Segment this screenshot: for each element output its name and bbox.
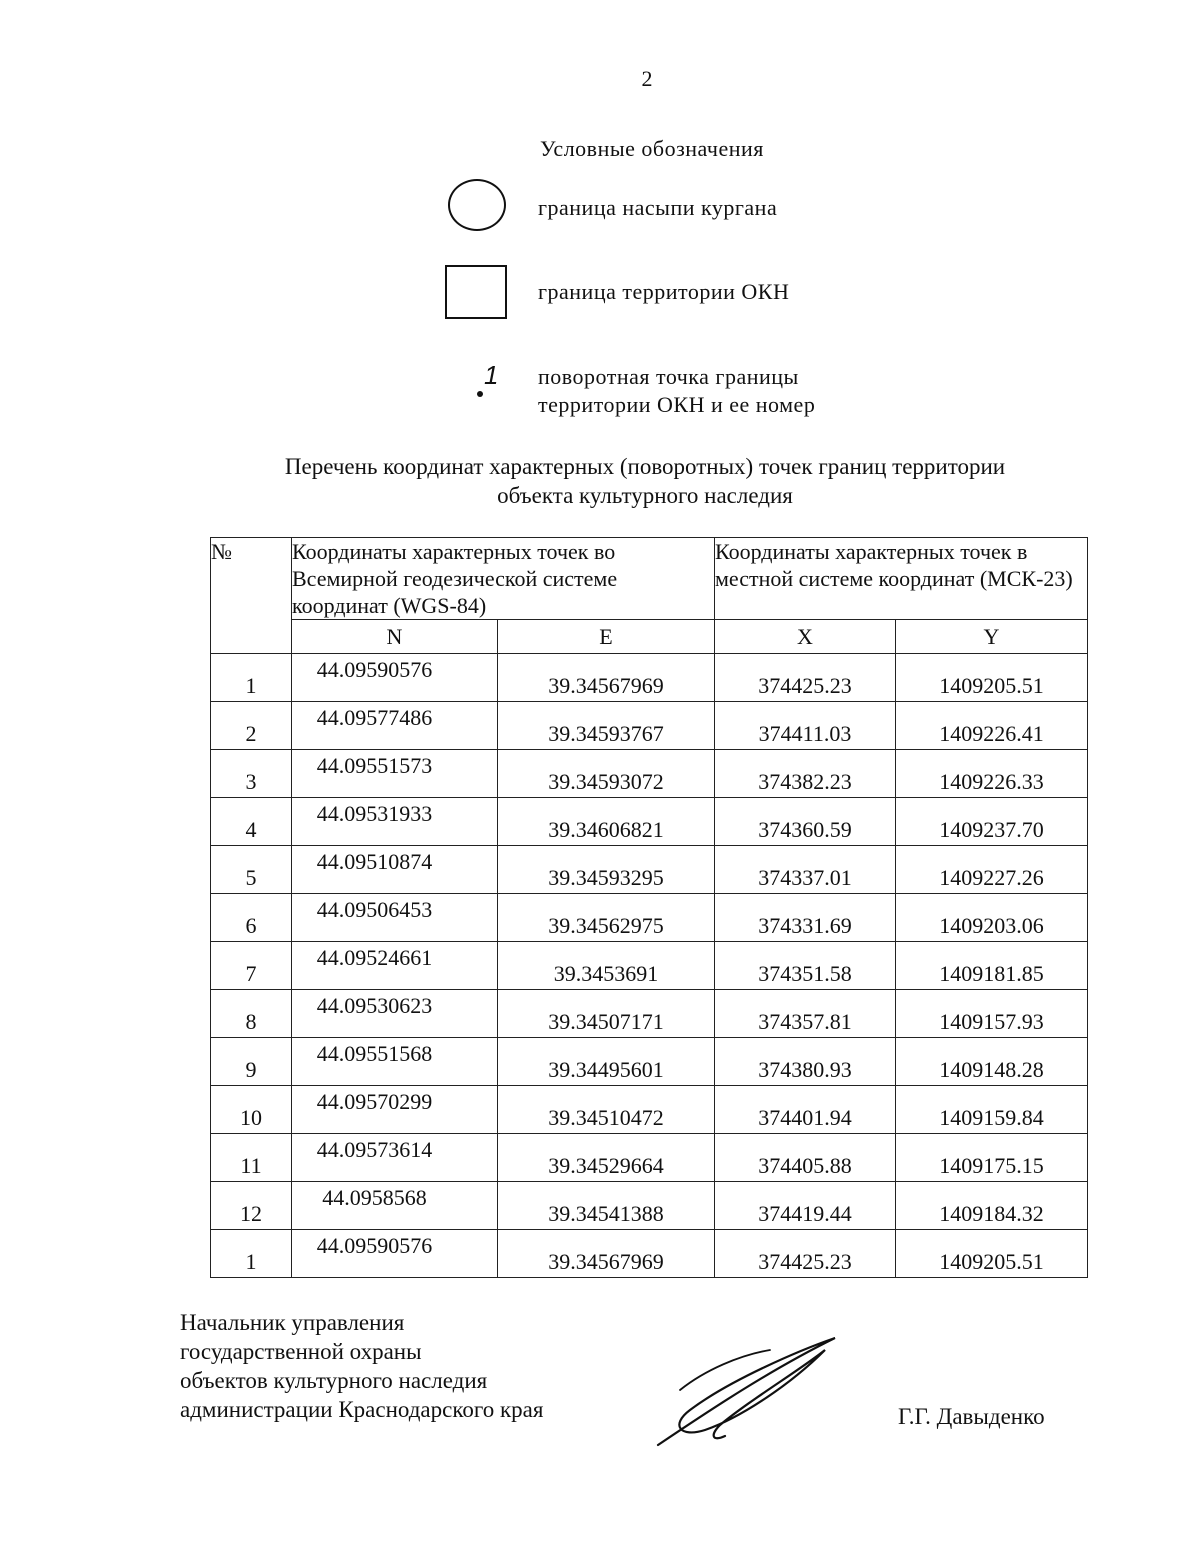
legend-label-turning-point-line2: территории ОКН и ее номер — [538, 392, 816, 417]
row-number: 1 — [211, 1230, 292, 1278]
coord-y: 1409159.84 — [896, 1086, 1088, 1134]
header-y: Y — [896, 620, 1088, 654]
legend-label-mound-boundary: граница насыпи кургана — [538, 195, 778, 220]
coord-y: 1409175.15 — [896, 1134, 1088, 1182]
row-number: 6 — [211, 894, 292, 942]
coord-y: 1409237.70 — [896, 798, 1088, 846]
coord-e: 39.34593072 — [498, 750, 715, 798]
coord-y: 1409157.93 — [896, 990, 1088, 1038]
table-row — [211, 1134, 1088, 1182]
coord-e: 39.3453691 — [498, 942, 715, 990]
coord-n: 44.09530623 — [292, 990, 498, 1038]
header-wgs84: Координаты характерных точек во Всемирной геодезической системе координат (WGS-84) — [292, 538, 715, 620]
coord-y: 1409227.26 — [896, 846, 1088, 894]
table-row — [211, 846, 1088, 894]
row-number: 1 — [211, 654, 292, 702]
coord-x: 374425.23 — [715, 654, 896, 702]
row-number: 8 — [211, 990, 292, 1038]
coord-e: 39.34495601 — [498, 1038, 715, 1086]
header-n: N — [292, 620, 498, 654]
coord-n: 44.09531933 — [292, 798, 498, 846]
coord-y: 1409226.33 — [896, 750, 1088, 798]
row-number: 3 — [211, 750, 292, 798]
coord-e: 39.34593295 — [498, 846, 715, 894]
coord-x: 374360.59 — [715, 798, 896, 846]
coord-n: 44.09590576 — [292, 654, 498, 702]
coord-y: 1409226.41 — [896, 702, 1088, 750]
coord-y: 1409181.85 — [896, 942, 1088, 990]
table-row — [211, 1038, 1088, 1086]
coord-n: 44.09573614 — [292, 1134, 498, 1182]
legend-label-territory-boundary: граница территории ОКН — [538, 279, 790, 304]
table-row — [211, 1230, 1088, 1278]
coord-y: 1409148.28 — [896, 1038, 1088, 1086]
table-row — [211, 990, 1088, 1038]
coord-e: 39.34529664 — [498, 1134, 715, 1182]
header-number: № — [211, 538, 292, 654]
coord-x: 374405.88 — [715, 1134, 896, 1182]
table-row — [211, 798, 1088, 846]
signer-title-line1: Начальник управления — [180, 1310, 405, 1335]
header-msk23: Координаты характерных точек в местной системе координат (МСК-23) — [715, 538, 1088, 620]
row-number: 4 — [211, 798, 292, 846]
point-marker-icon — [477, 391, 483, 397]
coord-e: 39.34593767 — [498, 702, 715, 750]
coord-x: 374419.44 — [715, 1182, 896, 1230]
row-number: 11 — [211, 1134, 292, 1182]
signer-name: Г.Г. Давыденко — [898, 1404, 1045, 1429]
row-number: 5 — [211, 846, 292, 894]
table-row — [211, 654, 1088, 702]
coord-x: 374411.03 — [715, 702, 896, 750]
row-number: 10 — [211, 1086, 292, 1134]
document-title-line2: объекта культурного наследия — [497, 483, 793, 508]
coordinates-table — [210, 537, 1088, 1278]
row-number: 2 — [211, 702, 292, 750]
table-row — [211, 750, 1088, 798]
document-title-line1: Перечень координат характерных (поворотных) точек границ территории — [284, 454, 1006, 479]
circle-outline-icon — [448, 179, 506, 231]
coord-n: 44.09590576 — [292, 1230, 498, 1278]
signer-title — [180, 1308, 543, 1424]
coord-x: 374401.94 — [715, 1086, 896, 1134]
coord-y: 1409205.51 — [896, 1230, 1088, 1278]
coord-n: 44.09510874 — [292, 846, 498, 894]
row-number: 9 — [211, 1038, 292, 1086]
table-row — [211, 702, 1088, 750]
coord-n: 44.09551568 — [292, 1038, 498, 1086]
signer-title-line4: администрации Краснодарского края — [180, 1397, 544, 1422]
row-number: 7 — [211, 942, 292, 990]
coord-x: 374337.01 — [715, 846, 896, 894]
document-title — [150, 452, 1140, 510]
table-row — [211, 1086, 1088, 1134]
coord-y: 1409205.51 — [896, 654, 1088, 702]
coord-y: 1409184.32 — [896, 1182, 1088, 1230]
header-e: E — [498, 620, 715, 654]
coord-x: 374357.81 — [715, 990, 896, 1038]
coord-n: 44.09570299 — [292, 1086, 498, 1134]
coord-y: 1409203.06 — [896, 894, 1088, 942]
coord-n: 44.0958568 — [292, 1182, 498, 1230]
square-outline-icon — [445, 265, 507, 319]
table-row — [211, 1182, 1088, 1230]
coord-n: 44.09551573 — [292, 750, 498, 798]
coord-e: 39.34606821 — [498, 798, 715, 846]
signer-title-line3: объектов культурного наследия — [180, 1368, 488, 1393]
coord-e: 39.34562975 — [498, 894, 715, 942]
table-row — [211, 894, 1088, 942]
legend-label-turning-point-line1: поворотная точка границы — [538, 364, 799, 389]
table-row — [211, 942, 1088, 990]
point-marker-number: 1 — [484, 360, 499, 390]
coord-x: 374351.58 — [715, 942, 896, 990]
coord-e: 39.34567969 — [498, 1230, 715, 1278]
legend-label-turning-point — [538, 363, 815, 419]
coord-n: 44.09524661 — [292, 942, 498, 990]
coord-n: 44.09577486 — [292, 702, 498, 750]
page-number: 2 — [641, 66, 653, 91]
coord-x: 374382.23 — [715, 750, 896, 798]
coord-n: 44.09506453 — [292, 894, 498, 942]
coord-x: 374425.23 — [715, 1230, 896, 1278]
coord-e: 39.34507171 — [498, 990, 715, 1038]
header-x: X — [715, 620, 896, 654]
coord-x: 374331.69 — [715, 894, 896, 942]
row-number: 12 — [211, 1182, 292, 1230]
coord-e: 39.34567969 — [498, 654, 715, 702]
handwritten-signature — [650, 1330, 850, 1450]
coord-x: 374380.93 — [715, 1038, 896, 1086]
legend-title: Условные обозначения — [540, 136, 764, 161]
coord-e: 39.34510472 — [498, 1086, 715, 1134]
signer-title-line2: государственной охраны — [180, 1339, 422, 1364]
coord-e: 39.34541388 — [498, 1182, 715, 1230]
